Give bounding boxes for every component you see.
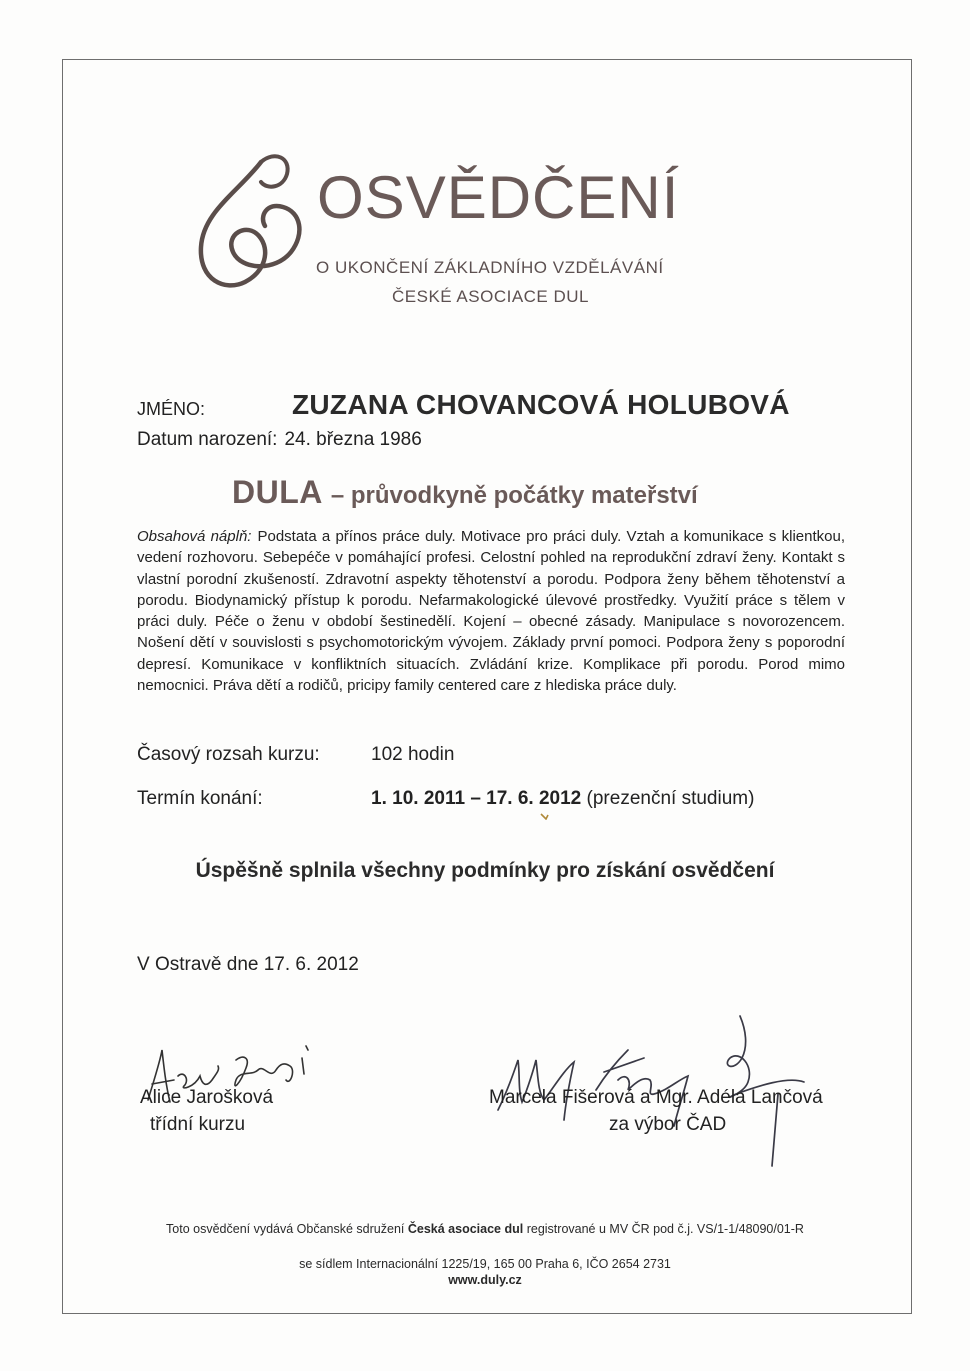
content-label: Obsahová náplň: (137, 528, 252, 545)
footer-line1-org: Česká asociace dul (407, 1222, 524, 1236)
hours-value: 102 hodin (371, 744, 455, 765)
result-statement: Úspěšně splnila všechny podmínky pro získání osvědčení (195, 859, 775, 882)
term-row (137, 788, 755, 810)
swirl-logo-icon (183, 152, 333, 302)
term-dates: 1. 10. 2011 – 17. 6. 2012 (371, 788, 582, 809)
birth-label: Datum narození: (137, 429, 278, 450)
signature-left-role: třídní kurzu (150, 1114, 246, 1135)
term-value (371, 788, 754, 810)
course-title-rest: – průvodkyně počátky mateřství (330, 482, 698, 509)
course-content (137, 526, 845, 696)
content-text: Podstata a přínos práce duly. Motivace pro práci duly. Vztah a komunikace s klientkou, vedení rozhovoru. Sebepéče v pomáhající profesi. Celostní pohled na reprodukční zdraví ženy. Kontakt s vlastní porodní zkušeností. Zdravotní aspekty těhotenství a porodu. Podpora ženy během těhotenství a porodu. Biodynamický přístup k porodu. Nefarmakologické úlevové prostředky. Využití práce s tělem v práci duly. Péče o ženu v období šestinedělí. Kojení – obecné zásady. Manipulace s novorozencem. Nošení dětí v souvislosti s psychomotorickým vývojem. Základy první pomoci. Podpora ženy s poporodní depresí. Komunikace v konfliktních situacích. Zvládání krize. Komplikace při porodu. Porod mimo nemocnici. Práva dětí a rodičů, pricipy family centered care z hlediska práce duly. (137, 528, 845, 695)
certificate-subtitle-2: ČESKÉ ASOCIACE DUL (392, 287, 590, 306)
footer-registration (0, 1222, 970, 1236)
name-label: JMÉNO: (137, 399, 206, 419)
ink-dot-mark (540, 812, 550, 820)
course-title-main: DULA (232, 474, 323, 510)
footer-line1-part1: Toto osvědčení vydává Občanské sdružení (166, 1222, 405, 1236)
signature-right-name: Marcela Fišerová a Mgr. Adéla Lančová (489, 1087, 823, 1108)
term-note: (prezenční studium) (586, 788, 755, 809)
name-value: ZUZANA CHOVANCOVÁ HOLUBOVÁ (292, 389, 790, 420)
signature-left-name: Alice Jarošková (140, 1087, 274, 1108)
footer-line1-part2: registrované u MV ČR pod č.j. VS/1-1/48090/01-R (526, 1222, 804, 1236)
term-label: Termín konání: (137, 788, 263, 809)
birth-value: 24. března 1986 (284, 429, 422, 450)
certificate-subtitle-1: O UKONČENÍ ZÁKLADNÍHO VZDĚLÁVÁNÍ (316, 258, 664, 277)
hours-label: Časový rozsah kurzu: (137, 744, 320, 765)
course-heading (232, 474, 698, 511)
place-date: V Ostravě dne 17. 6. 2012 (137, 954, 359, 975)
footer-address: se sídlem Internacionální 1225/19, 165 00 Praha 6, IČO 2654 2731 (299, 1257, 671, 1271)
signature-right-role: za výbor ČAD (609, 1114, 727, 1135)
footer-website: www.duly.cz (448, 1273, 522, 1287)
birth-row (137, 429, 422, 451)
hours-row (137, 744, 455, 766)
certificate-title: OSVĚDČENÍ (317, 164, 680, 231)
